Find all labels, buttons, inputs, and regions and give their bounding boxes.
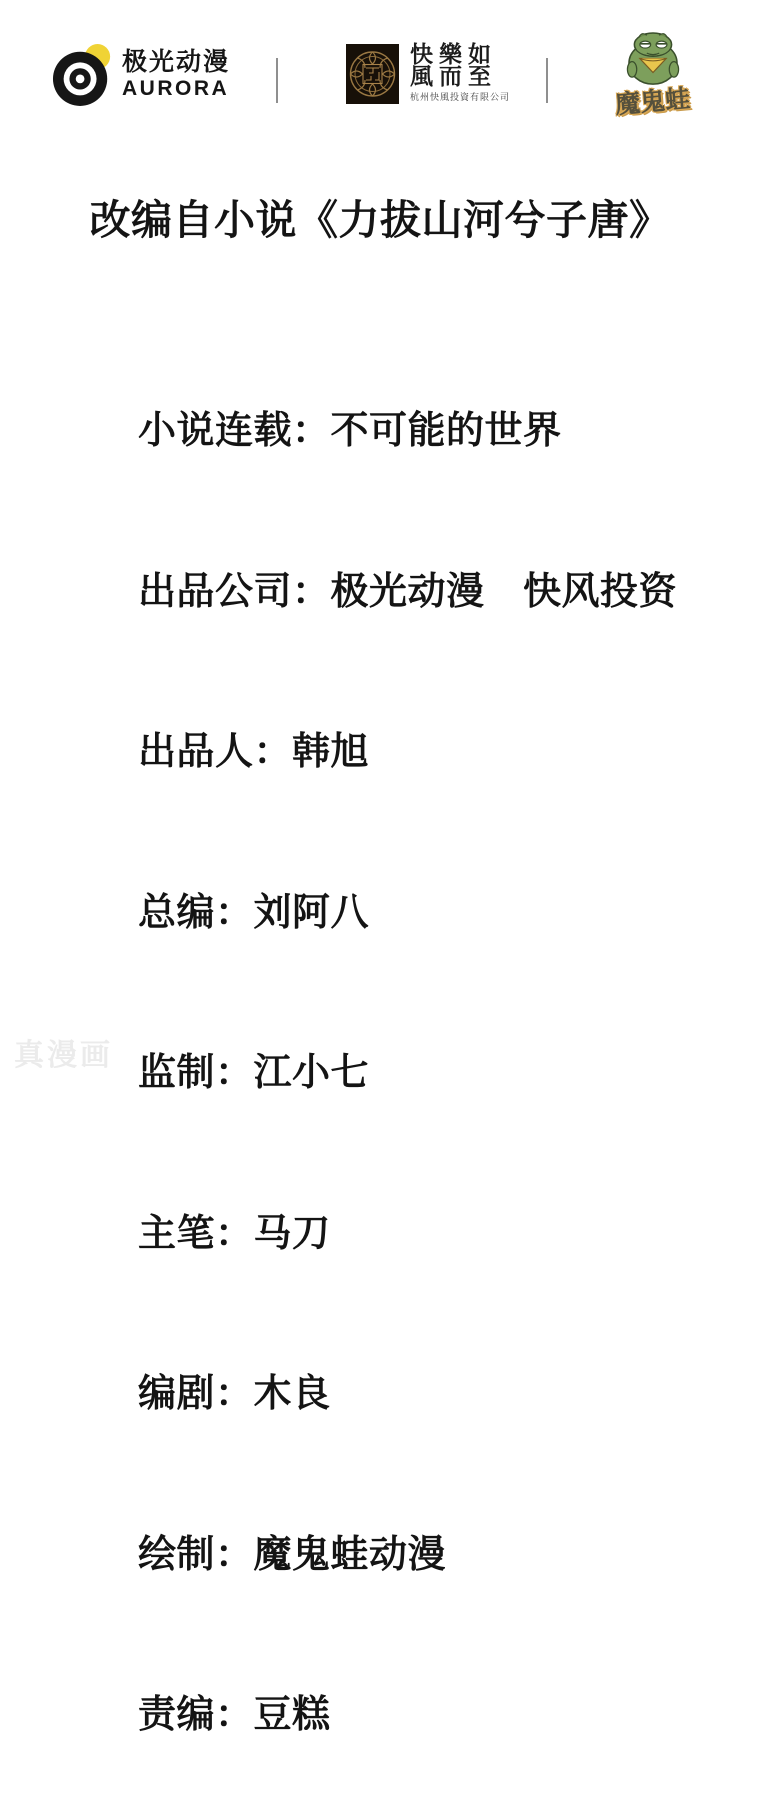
kuaifeng-company-name: 杭州快風投資有限公司 <box>410 92 511 102</box>
frog-logo-text: 魔鬼蛙 <box>614 84 692 120</box>
credit-line: 绘制：魔鬼蛙动漫 <box>138 1533 447 1576</box>
aurora-name-cn: 极光动漫 <box>122 48 231 76</box>
aurora-logo <box>52 40 230 110</box>
aurora-logo-text <box>122 40 230 99</box>
aurora-name-en: AURORA <box>122 77 230 100</box>
credit-line: 监制：江小七 <box>138 1052 370 1094</box>
aurora-mark-icon <box>52 40 114 110</box>
credit-line: 编剧：木良 <box>138 1373 331 1415</box>
logo-divider <box>276 58 278 103</box>
frog-logo <box>598 26 708 118</box>
credits-list <box>138 298 677 1796</box>
kuaifeng-logo-text <box>410 44 510 102</box>
credit-line: 责编：豆糕 <box>138 1694 331 1736</box>
credit-line: 出品人：韩旭 <box>138 731 370 773</box>
kuaifeng-logo <box>346 44 510 104</box>
header <box>0 0 760 150</box>
credit-line: 出品公司：极光动漫 快风投资 <box>138 570 678 613</box>
kuaifeng-seal-icon <box>346 44 399 104</box>
adaptation-title: 改编自小说《力拔山河兮子唐》 <box>89 197 671 243</box>
watermark: 真漫画 <box>14 1039 113 1072</box>
kuaifeng-slogan-line1: 快樂如 <box>410 42 497 67</box>
credit-line: 主笔：马刀 <box>138 1212 331 1255</box>
credit-line: 总编：刘阿八 <box>138 891 370 934</box>
logo-divider <box>546 58 548 103</box>
credit-line: 小说连载：不可能的世界 <box>138 410 562 452</box>
kuaifeng-slogan-line2: 風而至 <box>410 64 497 89</box>
